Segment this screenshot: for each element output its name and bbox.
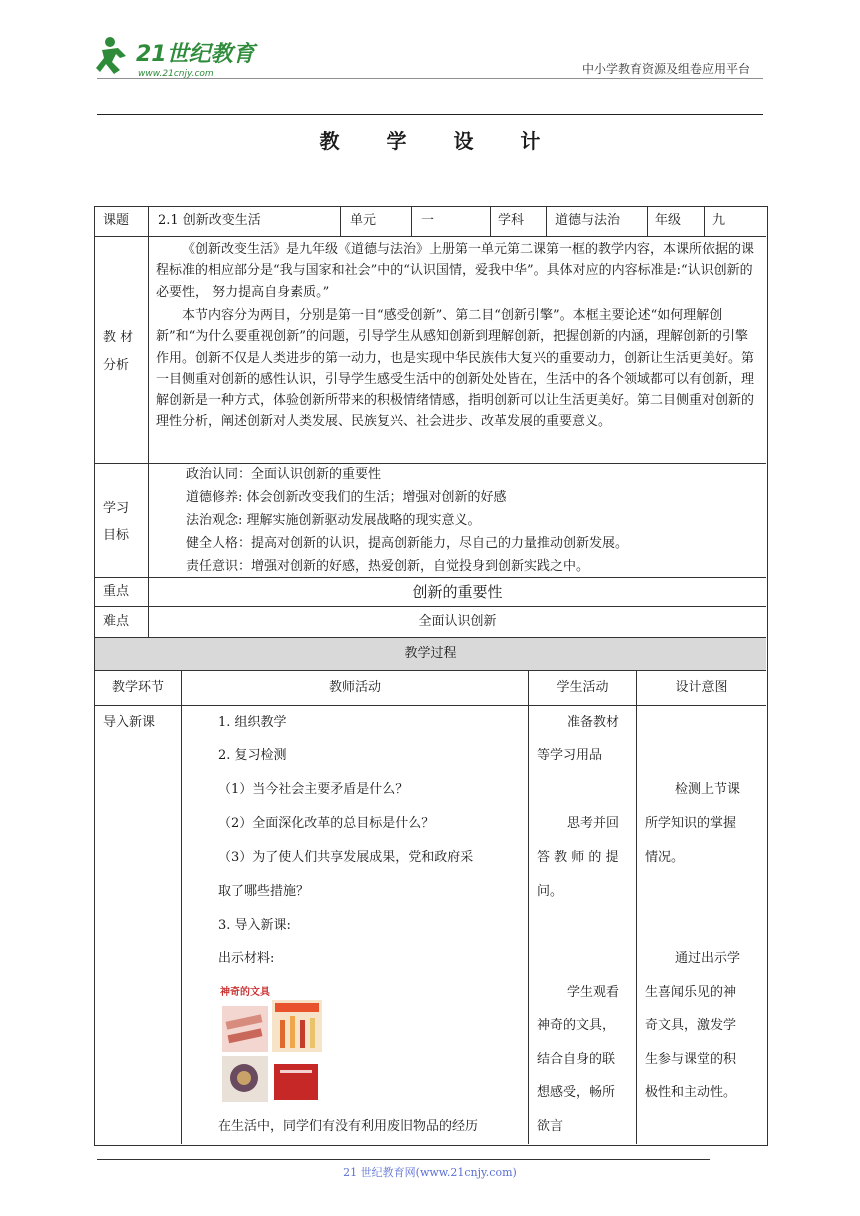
process-title: 教学过程	[404, 646, 457, 661]
student-line: 等学习用品	[537, 748, 603, 763]
grade-label: 年级	[655, 213, 682, 228]
analysis-paragraph: 本节内容分为两目，分别是第一目“感受创新”、第二目“创新引擎”。本框主要论述“如何理解创新”和“为什么要重视创新”的问题，引导学生从感知创新到理解创新，把握创新的内涵，理解创新的引擎作用。创新不仅是人类进步的第一动力，也是实现中华民族伟大复兴的重要动力，创新让生活更美好。第一目侧重对创新的感性认识，引导学生感受生活中的创新处处皆在，生活中的各个领域都可以有创新，理解创新是一种方式，体验创新所带来的积极情绪情感，指明创新可以让生活更美好。第二目侧重对创新的理性分析，阐述创新对人类发展、民族复兴、社会进步、改革发展的重要意义。	[156, 308, 755, 430]
difficulty-value: 全面认识创新	[418, 614, 497, 629]
grid-line	[340, 206, 341, 236]
intent-line: 检测上节课	[675, 782, 741, 797]
objectives-label: 学习	[103, 501, 130, 516]
grid-line	[528, 670, 529, 1144]
lesson-label: 课题	[103, 213, 130, 228]
grid-line	[704, 206, 705, 236]
key-point-label: 重点	[103, 584, 130, 599]
col-header-student: 学生活动	[556, 680, 609, 695]
difficulty-label: 难点	[103, 614, 130, 629]
student-line: 思考并回	[567, 816, 620, 831]
analysis-paragraph: 《创新改变生活》是九年级《道德与法治》上册第一单元第二课第一框的教学内容，本课所依据的课程标准的相应部分是“我与国家和社会”中的“认识国情，爱我中华”。具体对应的内容标准是:“认识创新的必要性， 努力提高自身素质。”	[156, 242, 755, 300]
intent-line: 通过出示学	[675, 951, 741, 966]
grid-line	[148, 206, 149, 637]
student-line: 准备教材	[567, 715, 620, 730]
platform-name: 中小学教育资源及组卷应用平台	[581, 62, 750, 76]
logo-url: www.21cnjy.com	[138, 69, 214, 79]
analysis-label: 分析	[103, 358, 130, 373]
student-line: 答 教 师 的 提	[537, 850, 619, 865]
grid-line	[94, 705, 766, 706]
objective-item: 健全人格：提高对创新的认识，提高创新能力，尽自己的力量推动创新发展。	[186, 536, 629, 551]
logo-text: 21世纪教育	[136, 42, 255, 67]
objectives-label: 目标	[103, 528, 130, 543]
subject-label: 学科	[498, 213, 525, 228]
teacher-line: 3. 导入新课:	[218, 918, 291, 933]
unit-label: 单元	[350, 213, 377, 228]
teacher-line: 1. 组织教学	[218, 715, 287, 730]
grid-line	[546, 206, 547, 236]
objective-item: 道德修养: 体会创新改变我们的生活；增强对创新的好感	[186, 490, 507, 505]
subject-value: 道德与法治	[555, 213, 621, 228]
key-point-value: 创新的重要性	[412, 583, 503, 601]
student-line: 结合自身的联	[537, 1052, 616, 1067]
analysis-label: 教 材	[103, 330, 134, 345]
intent-line: 极性和主动性。	[645, 1085, 737, 1100]
stage-label: 导入新课	[103, 715, 156, 730]
intent-line: 生喜闻乐见的神	[645, 985, 737, 1000]
student-line: 想感受，畅所	[537, 1085, 616, 1100]
grid-line	[636, 670, 637, 1144]
student-line: 神奇的文具，	[537, 1018, 616, 1033]
col-header-stage: 教学环节	[111, 680, 164, 695]
runner-icon	[96, 37, 126, 74]
material-image-title: 神奇的文具	[220, 987, 270, 998]
grade-value: 九	[712, 213, 726, 228]
grid-line	[411, 206, 412, 236]
student-line: 问。	[537, 884, 564, 899]
material-image	[220, 998, 325, 1104]
lesson-value: 2.1 创新改变生活	[158, 213, 261, 228]
site-logo	[96, 34, 266, 80]
footer-divider	[97, 1159, 710, 1160]
objective-item: 法治观念: 理解实施创新驱动发展战略的现实意义。	[186, 513, 481, 528]
intent-line: 生参与课堂的积	[645, 1052, 737, 1067]
header-divider	[97, 78, 763, 79]
teacher-line: （2）全面深化改革的总目标是什么？	[218, 816, 435, 831]
grid-line	[94, 236, 766, 237]
grid-line	[490, 206, 491, 236]
grid-line	[647, 206, 648, 236]
col-header-teacher: 教师活动	[328, 680, 381, 695]
teacher-line: （1）当今社会主要矛盾是什么？	[218, 782, 409, 797]
teacher-line: 在生活中，同学们有没有利用废旧物品的经历	[218, 1119, 479, 1134]
footer-text[interactable]: 21 世纪教育网(www.21cnjy.com)	[343, 1166, 517, 1179]
grid-line	[94, 606, 766, 607]
top-rule	[97, 114, 763, 115]
page-title: 教 学 设 计	[319, 129, 561, 153]
intent-line: 所学知识的掌握	[645, 816, 737, 831]
grid-line	[94, 670, 766, 671]
teacher-line: （3）为了使人们共享发展成果，党和政府采	[218, 850, 474, 865]
grid-line	[94, 637, 766, 638]
student-line: 学生观看	[567, 985, 620, 1000]
col-header-intent: 设计意图	[675, 680, 728, 695]
intent-line: 奇文具，激发学	[645, 1018, 737, 1033]
unit-value: 一	[421, 213, 435, 228]
teacher-line: 取了哪些措施？	[218, 884, 310, 899]
student-line: 欲言	[537, 1119, 564, 1134]
grid-line	[181, 670, 182, 1144]
intent-line: 情况。	[645, 850, 685, 865]
teacher-line: 2. 复习检测	[218, 748, 287, 763]
objective-item: 责任意识：增强对创新的好感，热爱创新，自觉投身到创新实践之中。	[186, 559, 590, 574]
teacher-line: 出示材料:	[218, 951, 275, 966]
objective-item: 政治认同：全面认识创新的重要性	[186, 467, 382, 482]
